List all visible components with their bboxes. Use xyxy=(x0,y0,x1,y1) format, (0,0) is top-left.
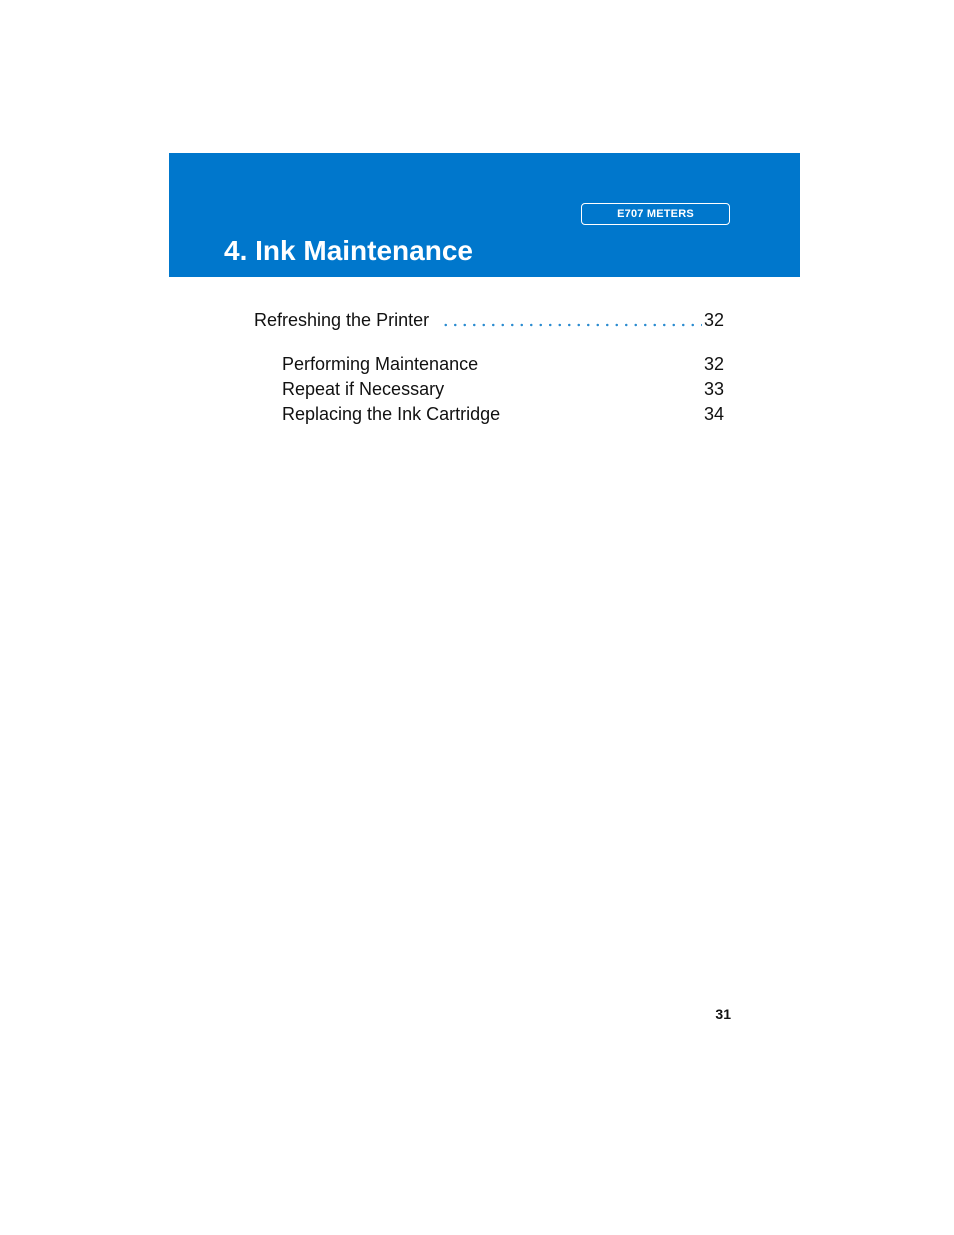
chapter-title: 4. Ink Maintenance xyxy=(224,235,473,266)
toc-sub-entry[interactable] xyxy=(282,402,724,426)
product-badge: E707 METERS xyxy=(581,203,730,225)
toc-sub-page: 33 xyxy=(703,379,724,399)
toc-dot-leader xyxy=(441,323,702,327)
page-number: 31 xyxy=(715,1006,731,1022)
toc-sub-label: Repeat if Necessary xyxy=(282,379,445,399)
toc-main-entry[interactable] xyxy=(254,310,724,334)
toc-sub-entry[interactable] xyxy=(282,377,724,401)
toc-sub-label: Replacing the Ink Cartridge xyxy=(282,404,501,424)
toc-main-page: 32 xyxy=(703,310,724,330)
toc-sub-page: 34 xyxy=(703,404,724,424)
toc-sub-label: Performing Maintenance xyxy=(282,354,479,374)
toc-sub-page: 32 xyxy=(703,354,724,374)
toc-sub-entry[interactable] xyxy=(282,352,724,376)
toc-main-label: Refreshing the Printer xyxy=(254,310,430,330)
chapter-header-band xyxy=(169,153,800,277)
